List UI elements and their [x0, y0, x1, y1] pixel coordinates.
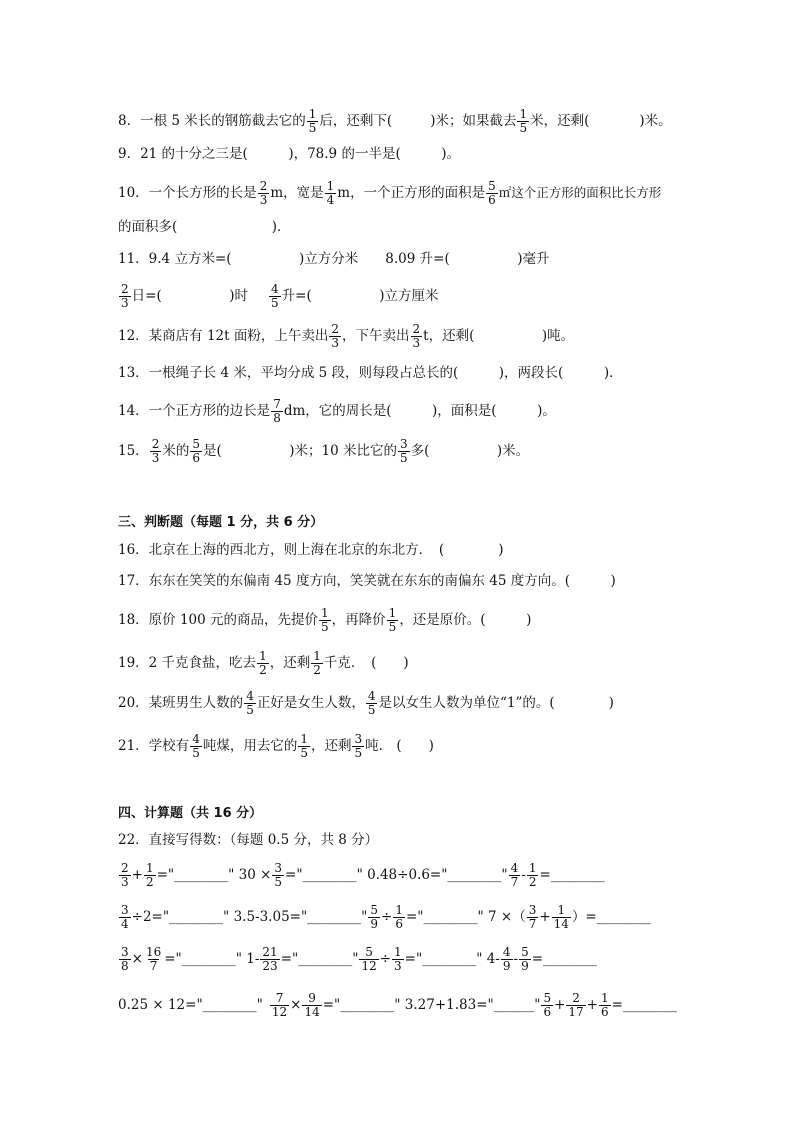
- calc-row-2: $\frac{3}{4}$ ÷2="________" 3.5-3.05="________" $\frac{5}{9}$ ÷ $\frac{1}{6}$ ="________" 7 ×（ $\frac{3}{7}$ + $\frac{1}{14}$ ）=________: [121, 903, 651, 931]
- question-17: 17．东东在笑笑的东偏南 45 度方向，笑笑就在东东的南偏东 45 度方向。( ): [118, 573, 616, 589]
- fraction: $\frac{4}{5}$: [271, 282, 279, 310]
- fraction: $\frac{3}{5}$: [274, 861, 283, 889]
- calc-row-4: 0.25 × 12="________" $\frac{7}{12}$ × $\frac{9}{14}$ ="________" 3.27+1.83="______" $\frac{5}{6}$ + $\frac{2}{17}$ + $\frac{1}{6}$ =________: [118, 991, 677, 1019]
- question-11-line2: $\frac{2}{3}$ 日=( )时 $\frac{4}{5}$ 升=( )立方厘米: [121, 282, 439, 310]
- fraction: $\frac{1}{5}$: [388, 606, 397, 634]
- fraction: $\frac{5}{6}$: [488, 179, 496, 207]
- fraction: $\frac{4}{7}$: [510, 861, 519, 889]
- question-15: 15． $\frac{2}{3}$ 米的 $\frac{5}{6}$ 是( )米；10 米比它的 $\frac{3}{5}$ 多( )米。: [118, 437, 530, 465]
- fraction: $\frac{1}{2}$: [145, 861, 154, 889]
- fraction: $\frac{2}{3}$: [151, 437, 160, 465]
- section-3-title: 三、判断题（每题 1 分，共 6 分）: [118, 515, 324, 530]
- q8-text-e: )米。: [639, 113, 672, 129]
- question-11: 11．9.4 立方米=( )立方分米 8.09 升=( )毫升: [118, 251, 550, 267]
- fraction: $\frac{1}{2}$: [259, 649, 267, 677]
- question-10: 10．一个长方形的长是 $\frac{2}{3}$ m，宽是 $\frac{1}{4}$ m，一个正方形的面积是 $\frac{5}{6}$ ㎡这个正方形的面积比长方形: [118, 179, 662, 207]
- fraction: $\frac{2}{17}$: [568, 991, 584, 1019]
- fraction: $\frac{3}{5}$: [354, 732, 363, 760]
- fraction: $\frac{1}{5}$: [308, 107, 317, 135]
- fraction: $\frac{5}{9}$: [370, 903, 379, 931]
- fraction: $\frac{1}{14}$: [553, 903, 569, 931]
- fraction: $\frac{1}{6}$: [395, 903, 403, 931]
- question-13: 13．一根绳子长 4 米，平均分成 5 段，则每段占总长的( )，两段长( )．: [118, 365, 623, 381]
- fraction: $\frac{1}{3}$: [394, 945, 402, 973]
- calc-row-1: $\frac{2}{3}$ + $\frac{1}{2}$ ="________" 30 × $\frac{3}{5}$ ="________" 0.48÷0.6="________" $\frac{4}{7}$ - $\frac{1}{2}$ =________: [121, 861, 605, 889]
- fraction: $\frac{2}{3}$: [259, 179, 268, 207]
- fraction: $\frac{4}{5}$: [246, 689, 254, 717]
- fraction: $\frac{16}{7}$: [145, 945, 162, 973]
- question-8: [118, 108, 672, 135]
- fraction: $\frac{3}{5}$: [399, 437, 408, 465]
- question-9: 9．21 的十分之三是( )，78.9 的一半是( )。: [118, 146, 460, 162]
- q8-text-b: 后，还剩下(: [319, 113, 393, 129]
- q8-text-a: 8．一根 5 米长的钢筋截去它的: [118, 113, 306, 129]
- question-14: 14．一个正方形的边长是 $\frac{7}{8}$ dm，它的周长是( )，面积是( )。: [118, 397, 556, 425]
- question-16: 16．北京在上海的西北方，则上海在北京的东北方． ( ): [118, 542, 504, 558]
- fraction: $\frac{1}{4}$: [326, 179, 335, 207]
- question-20: 20．某班男生人数的 $\frac{4}{5}$ 正好是女生人数， $\frac{4}{5}$ 是以女生人数为单位“1”的。( ): [118, 689, 614, 717]
- fraction: $\frac{4}{5}$: [192, 732, 200, 760]
- q8-text-c: )米；如果截去: [430, 113, 517, 129]
- question-22: 22．直接写得数：（每题 0.5 分，共 8 分）: [118, 832, 379, 848]
- fraction: $\frac{1}{5}$: [321, 606, 329, 634]
- fraction: $\frac{7}{12}$: [271, 991, 288, 1019]
- fraction: $\frac{1}{5}$: [300, 732, 308, 760]
- fraction: $\frac{5}{12}$: [361, 945, 377, 973]
- fraction: $\frac{3}{8}$: [121, 945, 129, 973]
- question-10-line2: 的面积多( )．: [118, 219, 291, 235]
- fraction: $\frac{1}{5}$: [519, 107, 528, 135]
- question-19: 19．2 千克食盐，吃去 $\frac{1}{2}$ ，还剩 $\frac{1}{2}$ 千克． ( ): [118, 649, 409, 677]
- section-4-title: 四、计算题（共 16 分）: [118, 806, 263, 821]
- calc-row-3: $\frac{3}{8}$ × $\frac{16}{7}$ ="________" 1- $\frac{21}{23}$ ="________" $\frac{5}{12}$ ÷ $\frac{1}{3}$ ="________" 4- $\frac{4}{9}$ - $\frac{5}{9}$ =________: [121, 945, 598, 973]
- fraction: $\frac{5}{6}$: [192, 437, 200, 465]
- fraction: $\frac{5}{6}$: [543, 991, 552, 1019]
- question-12: 12．某商店有 12t 面粉，上午卖出 $\frac{2}{3}$ ，下午卖出 $\frac{2}{3}$ t，还剩( )吨。: [118, 322, 575, 350]
- fraction: $\frac{2}{3}$: [121, 861, 129, 889]
- fraction: $\frac{3}{7}$: [528, 903, 537, 931]
- fraction: $\frac{9}{14}$: [304, 991, 320, 1019]
- q8-text-d: 米，还剩(: [530, 113, 590, 129]
- fraction: $\frac{4}{5}$: [367, 689, 376, 717]
- question-21: 21．学校有 $\frac{4}{5}$ 吨煤，用去它的 $\frac{1}{5}$ ，还剩 $\frac{3}{5}$ 吨. ( ): [118, 732, 434, 760]
- fraction: $\frac{2}{3}$: [331, 322, 340, 350]
- fraction: $\frac{2}{3}$: [121, 282, 129, 310]
- fraction: $\frac{4}{9}$: [502, 945, 511, 973]
- fraction: $\frac{2}{3}$: [412, 322, 421, 350]
- fraction: $\frac{5}{9}$: [521, 945, 529, 973]
- fraction: $\frac{1}{6}$: [600, 991, 609, 1019]
- fraction: $\frac{7}{8}$: [273, 397, 281, 425]
- fraction: $\frac{1}{2}$: [313, 649, 321, 677]
- fraction: $\frac{21}{23}$: [262, 945, 278, 973]
- fraction: $\frac{3}{4}$: [121, 903, 129, 931]
- fraction: $\frac{1}{2}$: [528, 861, 537, 889]
- question-18: 18．原价 100 元的商品，先提价 $\frac{1}{5}$ ，再降价 $\frac{1}{5}$ ，还是原价。( ): [118, 606, 532, 634]
